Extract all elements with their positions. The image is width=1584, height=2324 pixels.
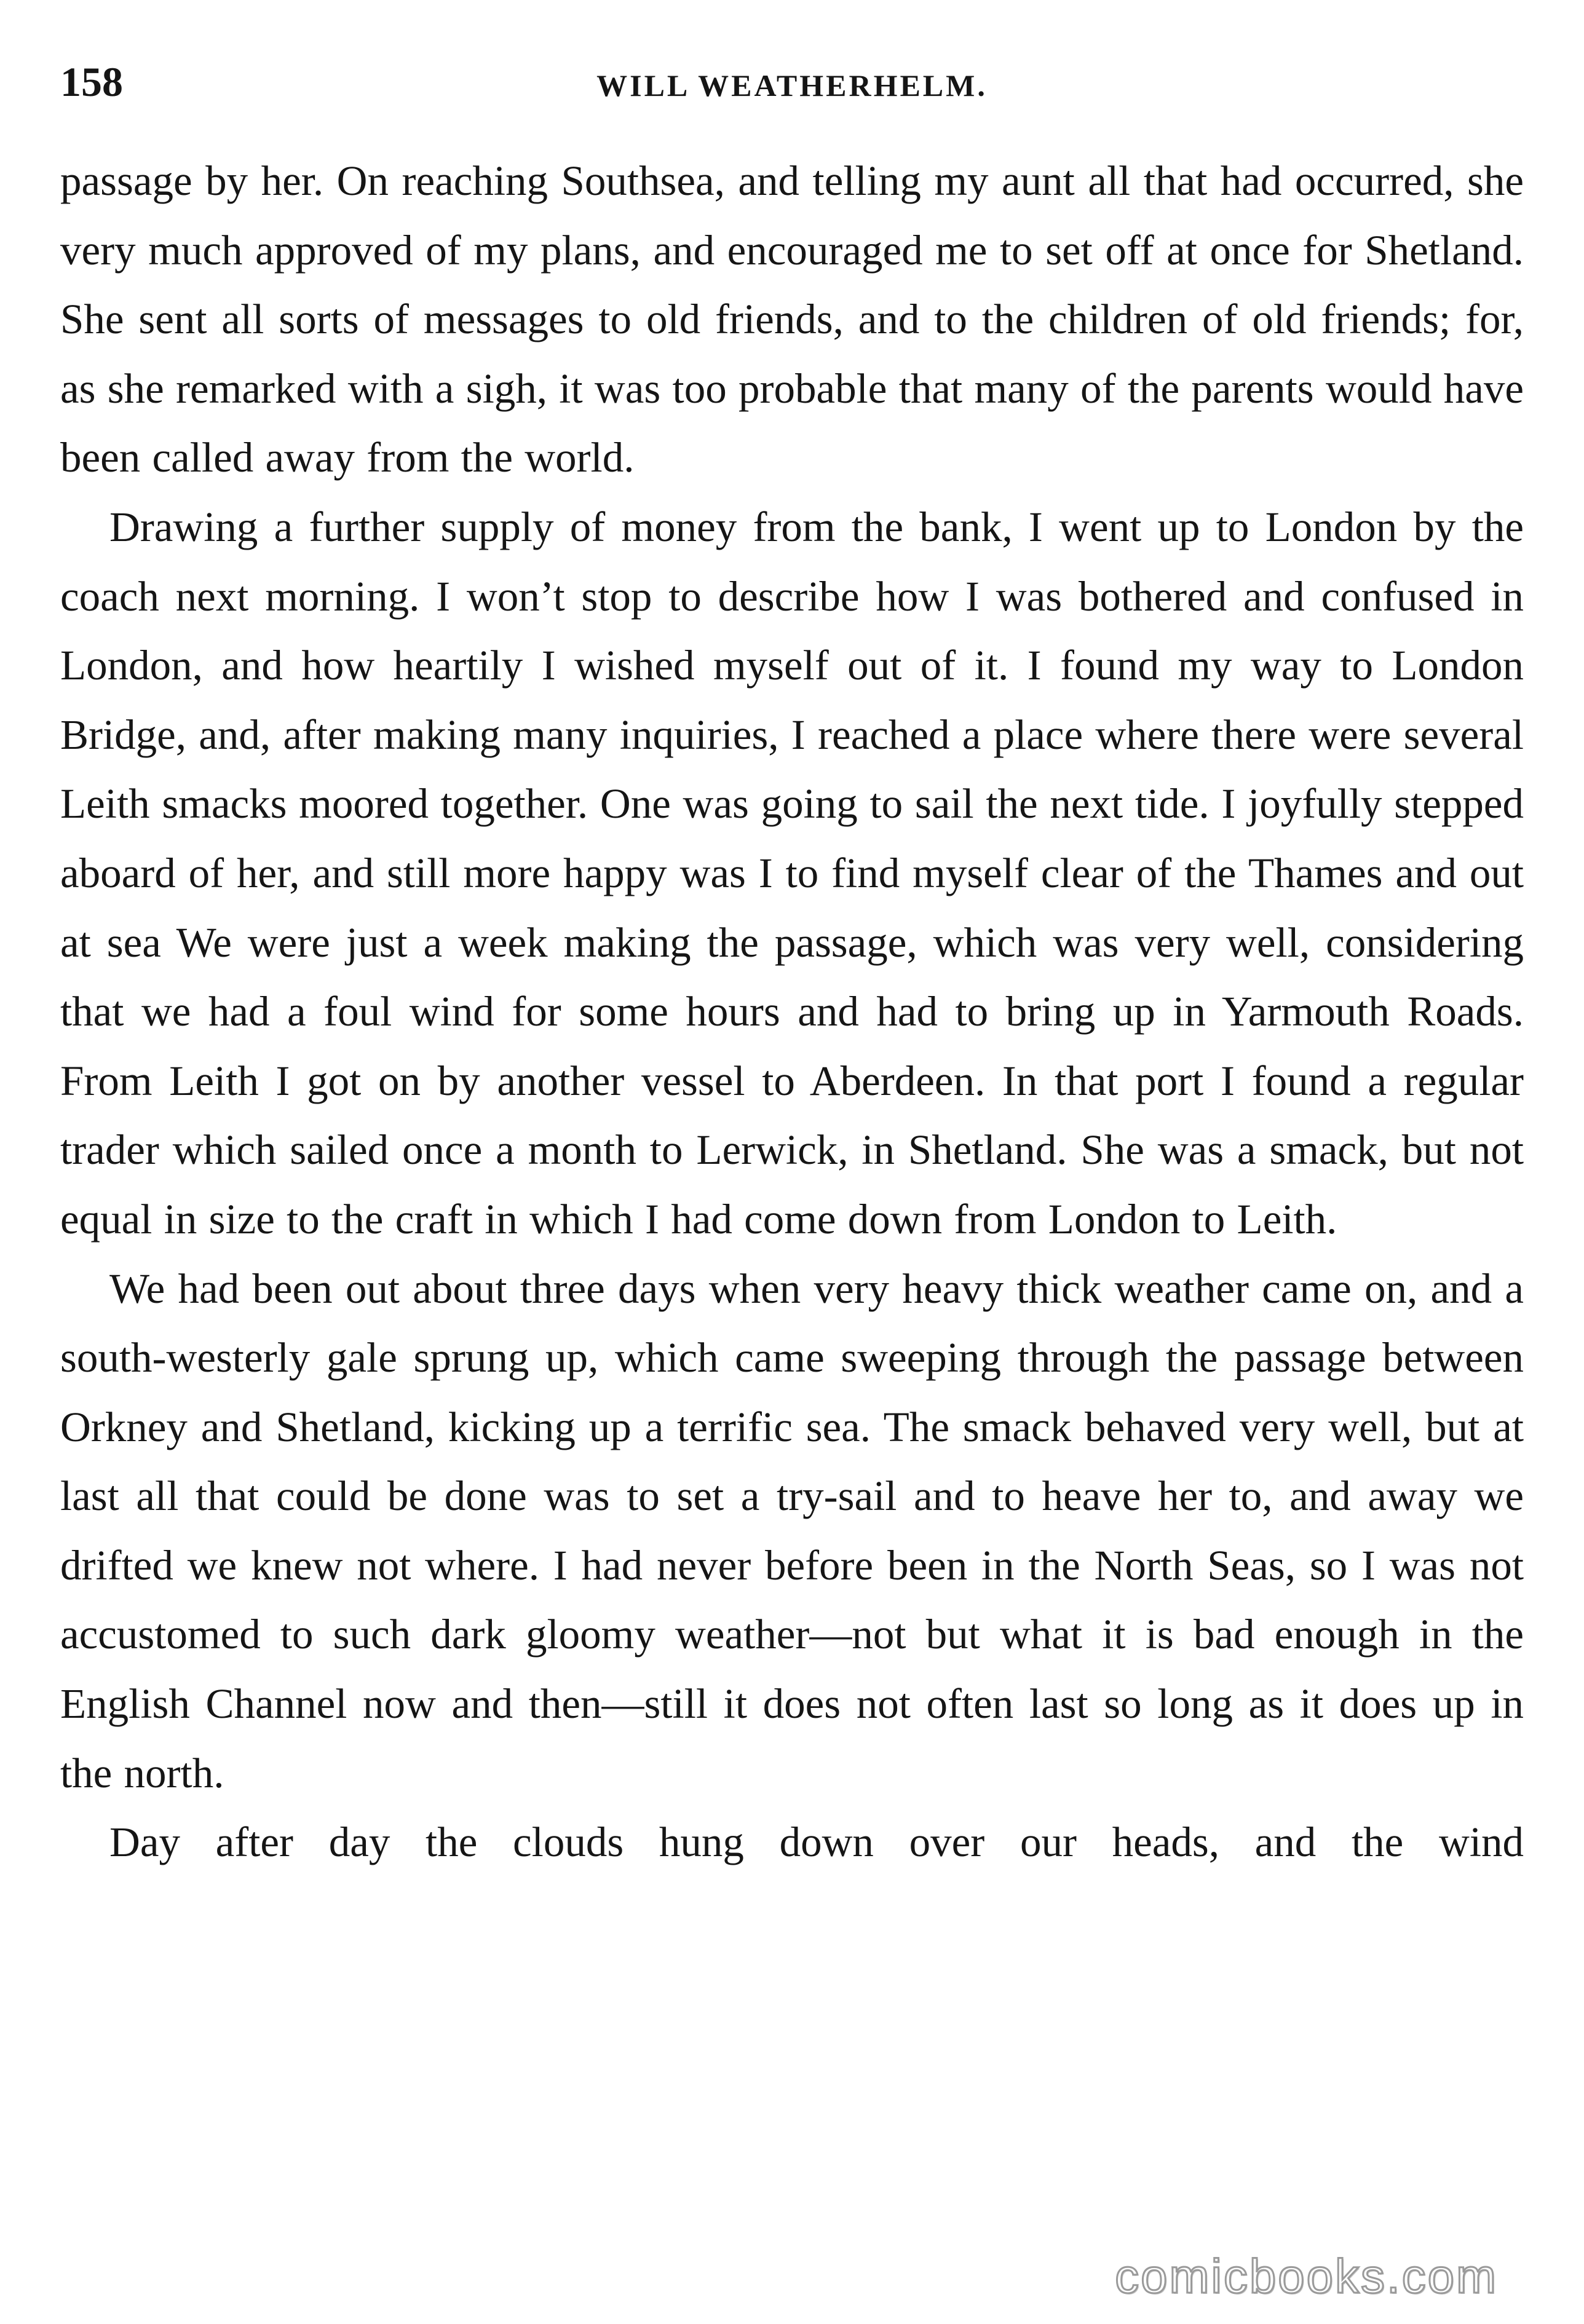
running-title: WILL WEATHERHELM. (596, 68, 988, 103)
watermark: comicbooks.com (1115, 2249, 1498, 2303)
running-head (60, 54, 1524, 109)
paragraph: Drawing a further supply of money from the bank, I went up to London by the coach next morning. I won’t stop to describe how I was bothered and confused in London, and how heartily I wished myself out of it. I found my way to London Bridge, and, after making many inquiries, I reached a place where there were several Leith smacks moored together. One was going to sail the next tide. I joyfully stepped aboard of her, and still more happy was I to find myself clear of the Thames and out at sea We were just a week making the passage, which was very well, considering that we had a foul wind for some hours and had to bring up in Yarmouth Roads. From Leith I got on by another vessel to Aberdeen. In that port I found a regular trader which sailed once a month to Lerwick, in Shetland. She was a smack, but not equal in size to the craft in which I had come down from London to Leith. (60, 503, 1524, 1243)
paragraph-continues: Day after day the clouds hung down over our heads, and the wind (109, 1819, 1524, 1866)
paragraph: We had been out about three days when very heavy thick weather came on, and a south-westerly gale sprung up, which came sweeping through the passage between Orkney and Shetland, kicking up a terrific sea. The smack behaved very well, but at last all that could be done was to set a try-sail and to heave her to, and away we drifted we knew not where. I had never before been in the North Seas, so I was not accustomed to such dark gloomy weather—not but what it is bad enough in the English Channel now and then—still it does not often last so long as it does up in the north. (60, 1265, 1524, 1796)
page-number: 158 (60, 58, 123, 105)
paragraph-continued: passage by her. On reaching Southsea, and telling my aunt all that had occurred, she very much approved of my plans, and encouraged me to set off at once for Shetland. She sent all sorts of messages to old friends, and to the children of old friends; for, as she remarked with a sigh, it was too probable that many of the parents would have been called away from the world. (60, 157, 1524, 481)
body-text (60, 146, 1524, 1877)
